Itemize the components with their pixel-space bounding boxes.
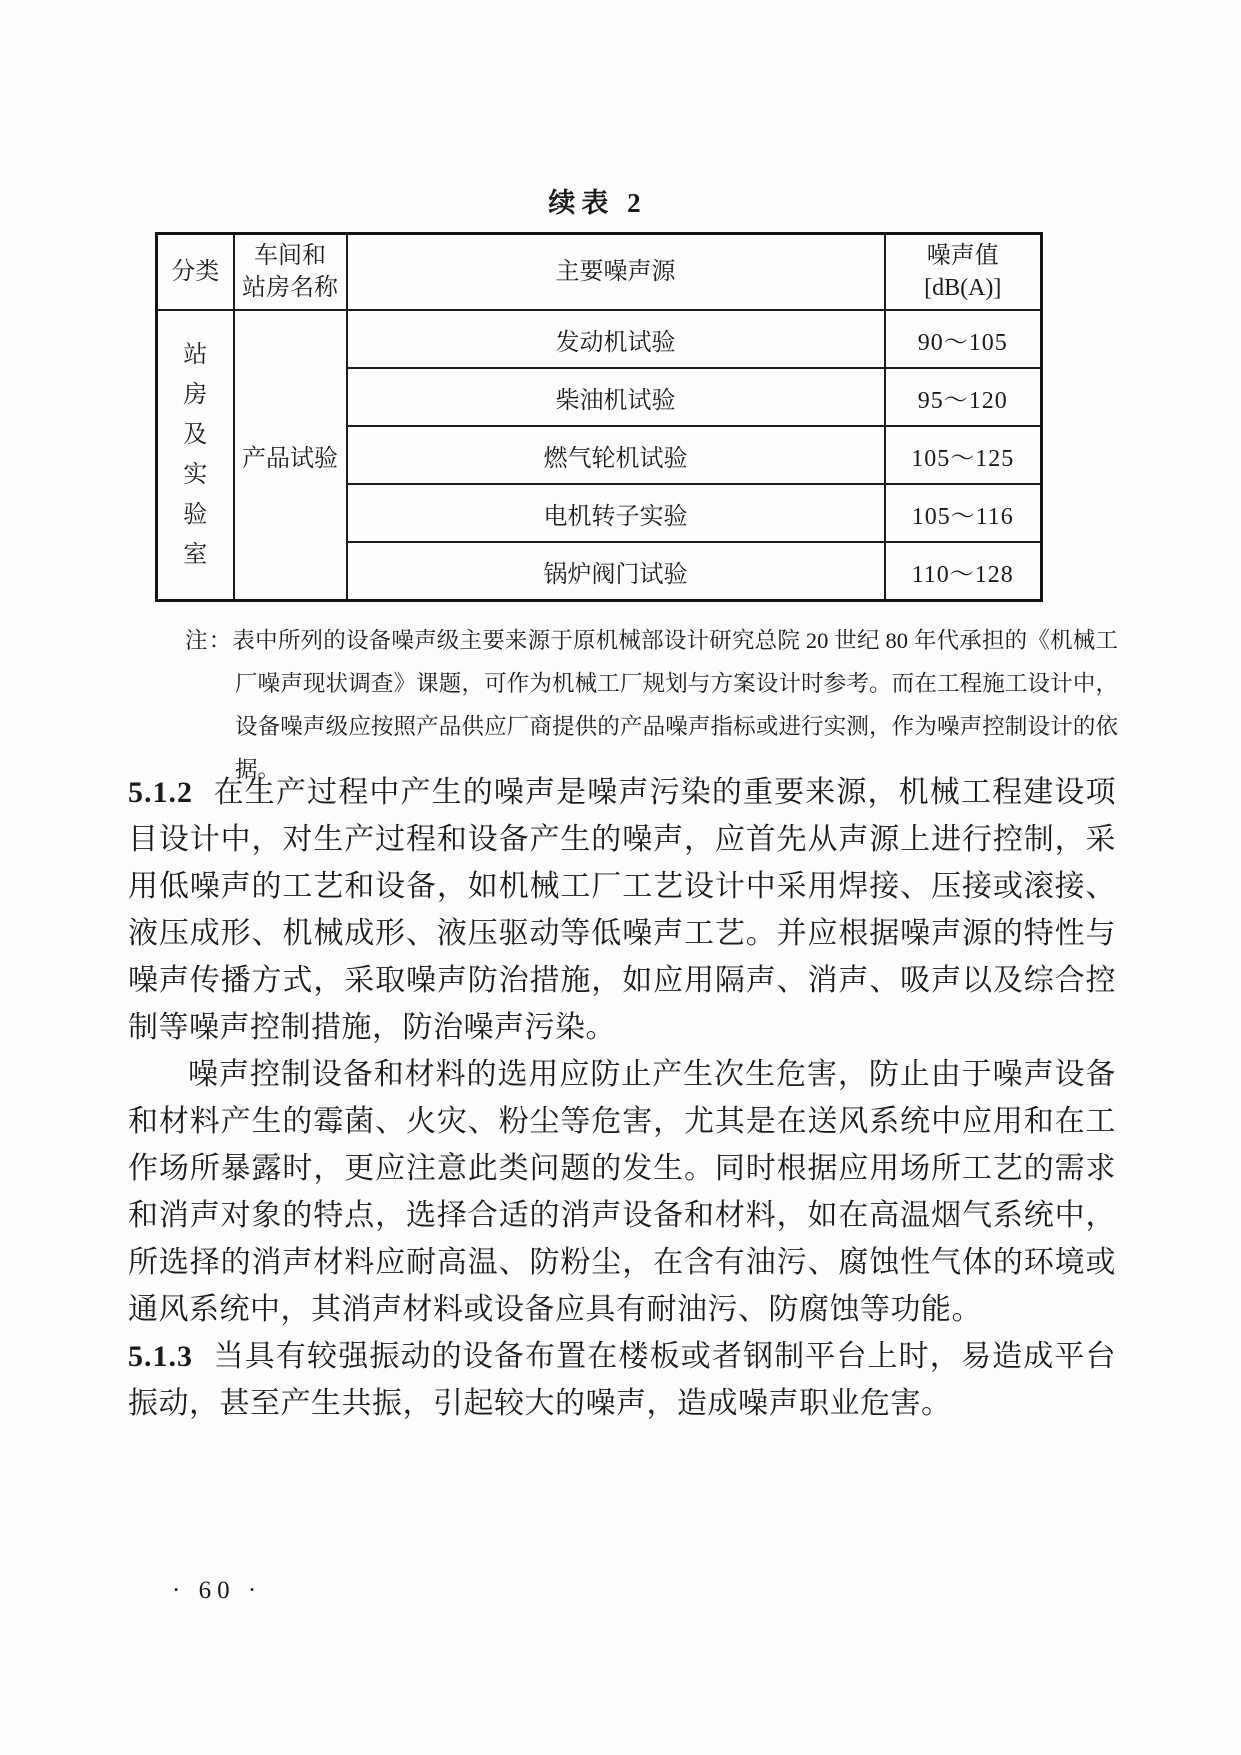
col-header-category-label: 分类 [171,259,220,285]
value-cell: 95～120 [885,368,1042,426]
source-cell: 锅炉阀门试验 [347,542,885,601]
category-cell [157,310,234,601]
table-header-row [157,234,1042,311]
table-row [157,310,1042,368]
clause-5-1-2-paragraph-2 [128,1051,1116,1333]
note-text: 表中所列的设备噪声级主要来源于原机械部设计研究总院 20 世纪 80 年代承担的《机械工厂噪声现状调查》课题，可作为机械工厂规划与方案设计时参考。而在工程施工设计中，设备噪声级应按照产品供应厂商提供的产品噪声指标或进行实测，作为噪声控制设计的依据。 [232,628,1118,782]
col-header-workshop-line2: 站房名称 [242,275,338,301]
table-note [130,619,1118,791]
value-cell: 105～125 [885,426,1042,484]
noise-table [155,232,1043,602]
col-header-workshop [234,234,347,311]
category-label: 站房及实验室 [183,342,208,568]
clause-text-5-1-2: 在生产过程中产生的噪声是噪声污染的重要来源，机械工程建设项目设计中，对生产过程和设备产生的噪声，应首先从声源上进行控制，采用低噪声的工艺和设备，如机械工厂工艺设计中采用焊接、压接或滚接、液压成形、机械成形、液压驱动等低噪声工艺。并应根据噪声源的特性与噪声传播方式，采取噪声防治措施，如应用隔声、消声、吸声以及综合控制等噪声控制措施，防治噪声污染。 [128,776,1116,1044]
clause-number-5-1-3: 5.1.3 [128,1340,193,1373]
clause-5-1-3 [128,1333,1116,1427]
col-header-value [885,234,1042,311]
clause-5-1-2 [128,769,1116,1051]
clause-text-5-1-3: 当具有较强振动的设备布置在楼板或者钢制平台上时，易造成平台振动，甚至产生共振，引起较大的噪声，造成噪声职业危害。 [128,1340,1116,1420]
page-number: · 60 · [172,1577,263,1604]
source-cell: 发动机试验 [347,310,885,368]
source-cell: 燃气轮机试验 [347,426,885,484]
col-header-source-label: 主要噪声源 [555,259,676,285]
value-cell: 90～105 [885,310,1042,368]
col-header-value-line2: [dB(A)] [924,275,1002,301]
col-header-category [157,234,234,311]
col-header-workshop-line1: 车间和 [254,243,326,269]
body-text [128,769,1116,1427]
clause-5-1-2-paragraph-2-text: 噪声控制设备和材料的选用应防止产生次生危害，防止由于噪声设备和材料产生的霉菌、火灾、粉尘等危害，尤其是在送风系统中应用和在工作场所暴露时，更应注意此类问题的发生。同时根据应用场所工艺的需求和消声对象的特点，选择合适的消声设备和材料，如在高温烟气系统中，所选择的消声材料应耐高温、防粉尘，在含有油污、腐蚀性气体的环境或通风系统中，其消声材料或设备应具有耐油污、防腐蚀等功能。 [128,1058,1116,1326]
value-cell: 105～116 [885,484,1042,542]
value-cell: 110～128 [885,542,1042,601]
source-cell: 柴油机试验 [347,368,885,426]
table-title: 续表 2 [548,188,647,218]
source-cell: 电机转子实验 [347,484,885,542]
col-header-source [347,234,885,311]
col-header-value-line1: 噪声值 [926,243,999,269]
note-label: 注： [185,628,233,653]
clause-number-5-1-2: 5.1.2 [128,776,193,809]
workshop-cell: 产品试验 [234,310,347,601]
